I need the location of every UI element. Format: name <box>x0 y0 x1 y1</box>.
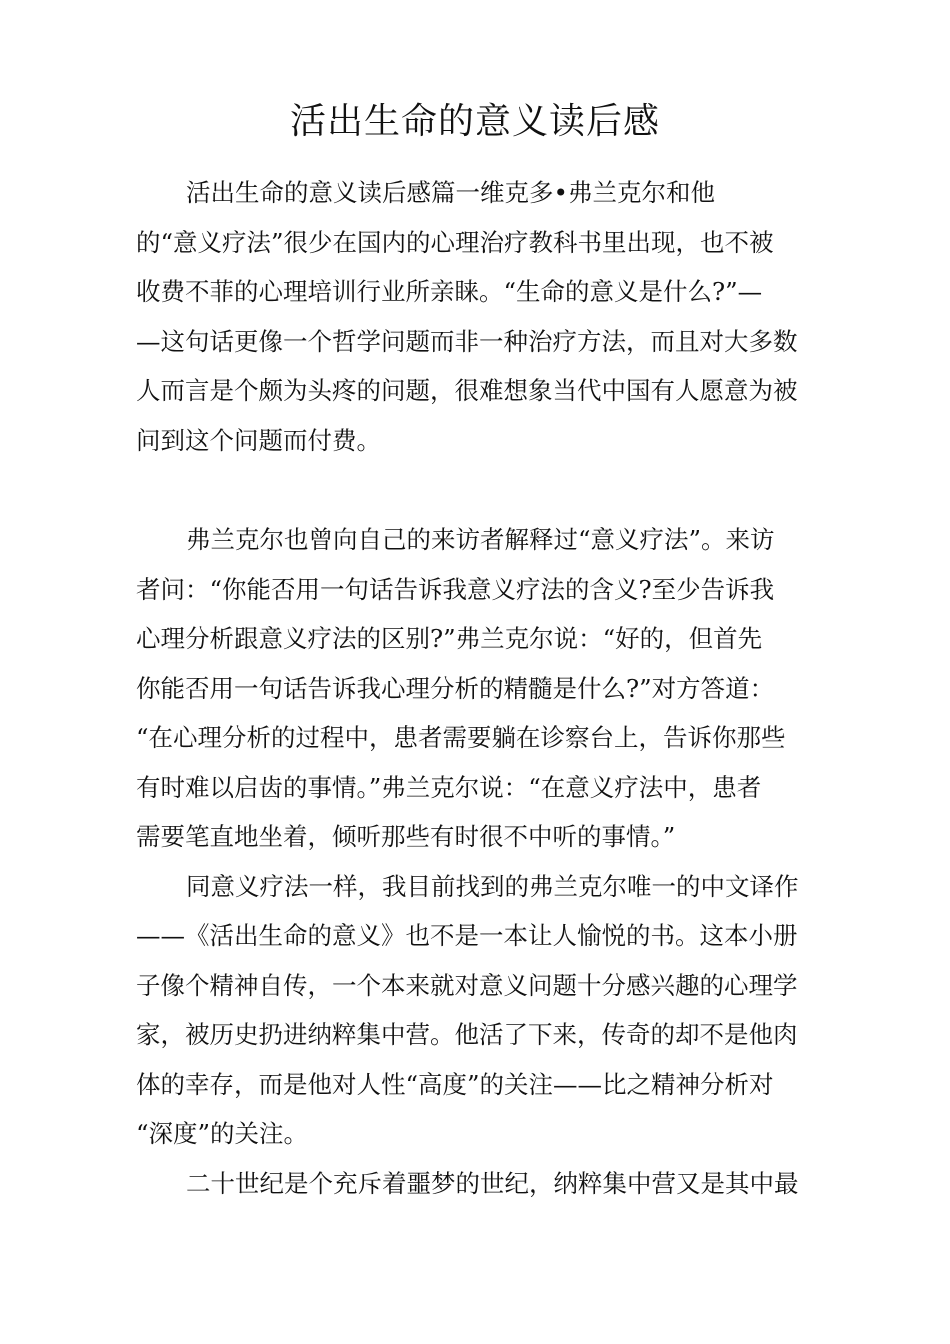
text-line: 需要笔直地坐着，倾听那些有时很不中听的事情。” <box>136 822 676 851</box>
text-line: “在心理分析的过程中，患者需要躺在诊察台上，告诉你那些 <box>136 723 786 752</box>
text-line: 人而言是个颇为头疼的问题，很难想象当代中国有人愿意为被 <box>136 376 798 405</box>
text-line: 者问：“你能否用一句话告诉我意义疗法的含义?至少告诉我 <box>136 575 775 604</box>
text-line: 弗兰克尔也曾向自己的来访者解释过“意义疗法”。来访 <box>186 525 775 554</box>
text-line: 体的幸存，而是他对人性“高度”的关注——比之精神分析对 <box>136 1070 774 1099</box>
text-line: 心理分析跟意义疗法的区别?”弗兰克尔说：“好的，但首先 <box>136 624 763 653</box>
text-line: 活出生命的意义读后感篇一维克多•弗兰克尔和他 <box>186 178 715 207</box>
text-line: 有时难以启齿的事情。”弗兰克尔说：“在意义疗法中，患者 <box>136 773 762 802</box>
text-line: 子像个精神自传，一个本来就对意义问题十分感兴趣的心理学 <box>136 971 798 1000</box>
text-line: 问到这个问题而付费。 <box>136 426 381 455</box>
text-line: 家，被历史扔进纳粹集中营。他活了下来，传奇的却不是他肉 <box>136 1020 798 1049</box>
text-line: ——《活出生命的意义》也不是一本让人愉悦的书。这本小册 <box>136 921 798 950</box>
text-line: “深度”的关注。 <box>136 1119 309 1148</box>
text-line: 二十世纪是个充斥着噩梦的世纪，纳粹集中营又是其中最 <box>186 1169 799 1198</box>
text-line: 你能否用一句话告诉我心理分析的精髓是什么?”对方答道： <box>136 674 775 703</box>
text-line: 收费不菲的心理培训行业所亲睐。“生命的意义是什么?”— <box>136 277 763 306</box>
text-line: 同意义疗法一样，我目前找到的弗兰克尔唯一的中文译作 <box>186 872 799 901</box>
document-title: 活出生命的意义读后感 <box>289 101 660 142</box>
text-line: —这句话更像一个哲学问题而非一种治疗方法，而且对大多数 <box>136 327 798 356</box>
text-line: 的“意义疗法”很少在国内的心理治疗教科书里出现，也不被 <box>136 228 774 257</box>
